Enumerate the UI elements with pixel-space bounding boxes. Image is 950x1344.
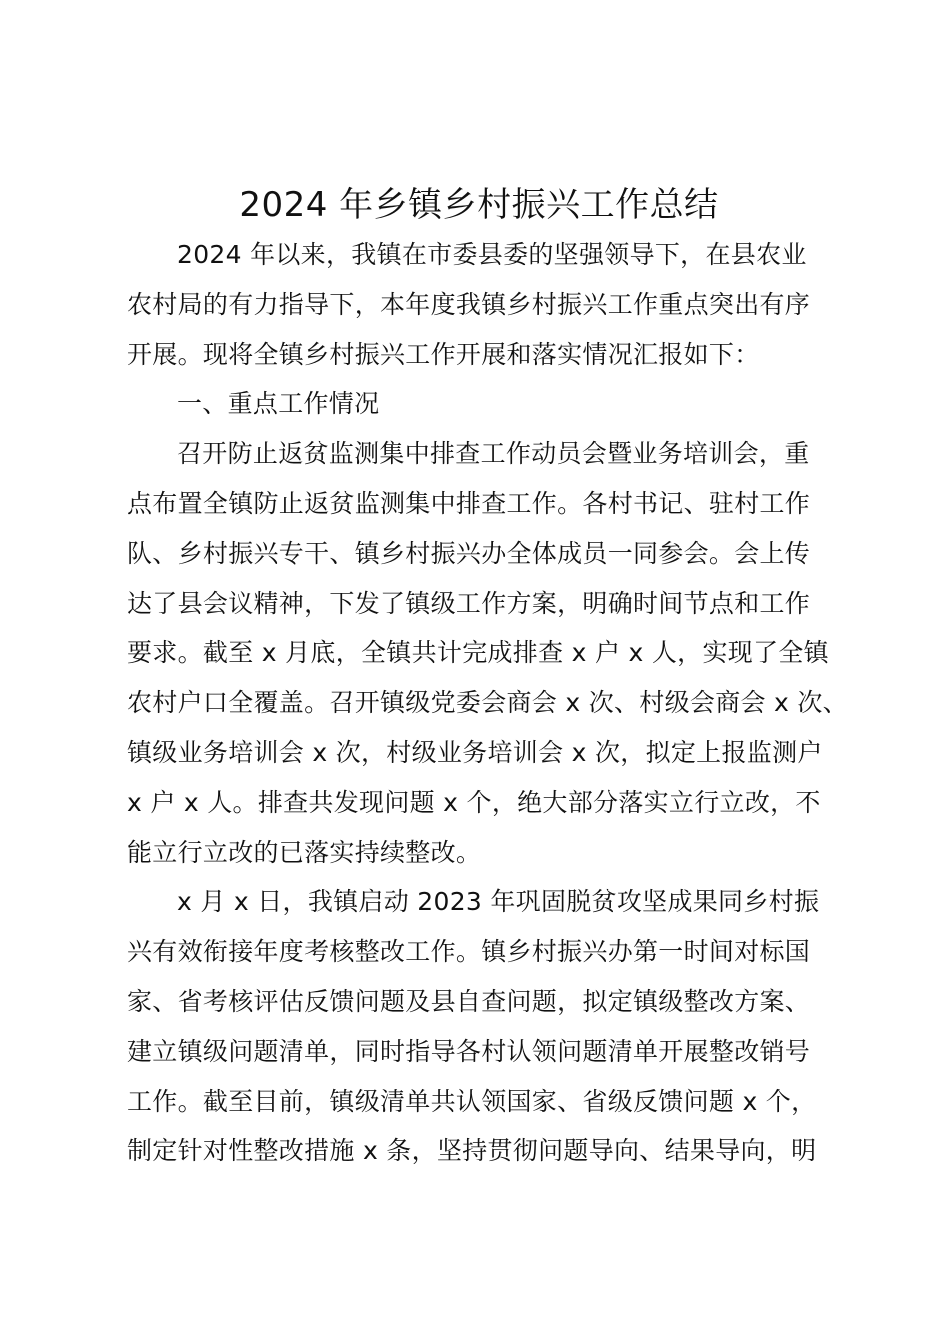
text-line: 制定针对性整改措施 x 条，坚持贯彻问题导向、结果导向，明 [127, 1136, 817, 1166]
text-line: 一、重点工作情况 [177, 389, 380, 419]
document-title: 2024 年乡镇乡村振兴工作总结 [239, 185, 719, 225]
text-line: 建立镇级问题清单，同时指导各村认领问题清单开展整改销号 [127, 1036, 811, 1066]
text-line: 召开防止返贫监测集中排查工作动员会暨业务培训会，重 [177, 439, 810, 469]
text-line: 兴有效衔接年度考核整改工作。镇乡村振兴办第一时间对标国 [127, 937, 811, 967]
text-line: x 户 x 人。排查共发现问题 x 个，绝大部分落实立行立改，不 [127, 787, 821, 817]
text-line: 2024 年以来，我镇在市委县委的坚强领导下，在县农业 [177, 240, 807, 269]
text-line: x 月 x 日，我镇启动 2023 年巩固脱贫攻坚成果同乡村振 [177, 887, 820, 917]
text-line: 镇级业务培训会 x 次，村级业务培训会 x 次，拟定上报监测户 [127, 737, 823, 767]
text-line: 农村局的有力指导下，本年度我镇乡村振兴工作重点突出有序 [127, 289, 811, 319]
text-line: 工作。截至目前，镇级清单共认领国家、省级反馈问题 x 个， [127, 1086, 817, 1116]
text-line: 开展。现将全镇乡村振兴工作开展和落实情况汇报如下： [127, 339, 760, 369]
text-line: 点布置全镇防止返贫监测集中排查工作。各村书记、驻村工作 [127, 488, 811, 518]
text-line: 队、乡村振兴专干、镇乡村振兴办全体成员一同参会。会上传 [127, 538, 811, 568]
text-line: 能立行立改的已落实持续整改。 [127, 837, 482, 867]
document-body [127, 230, 847, 1176]
text-line: 家、省考核评估反馈问题及县自查问题，拟定镇级整改方案、 [127, 986, 811, 1016]
text-line: 要求。截至 x 月底，全镇共计完成排查 x 户 x 人，实现了全镇 [127, 638, 829, 668]
text-line: 达了县会议精神，下发了镇级工作方案，明确时间节点和工作 [127, 588, 811, 618]
text-line: 农村户口全覆盖。召开镇级党委会商会 x 次、村级会商会 x 次、 [127, 688, 848, 718]
